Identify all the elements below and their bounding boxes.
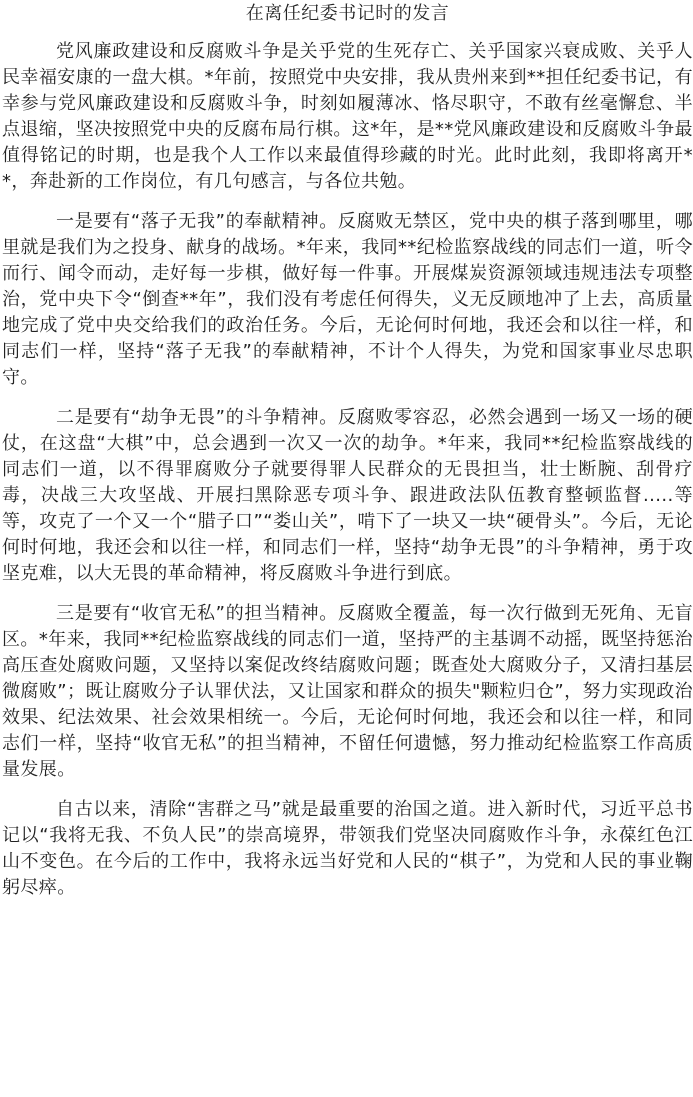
paragraph-struggle-spirit: 二是要有“劫争无畏”的斗争精神。反腐败零容忍，必然会遇到一场又一场的硬仗，在这盘“大棋”中，总会遇到一次又一次的劫争。*年来，我同**纪检监察战线的同志们一道，以不得罪腐败分子就要得罪人民群众的无畏担当，壮士断腕、刮骨疗毒，决战三大攻坚战、开展扫黑除恶专项斗争、跟进政法队伍教育整顿监督.....等等，攻克了一个又一个“腊子口”“娄山关”，啃下了一块又一块“硬骨头”。今后，无论何时何地，我还会和以往一样，和同志们一样，坚持“劫争无畏”的斗争精神，勇于攻坚克难，以大无畏的革命精神，将反腐败斗争进行到底。 [2, 407, 693, 584]
document-title: 在离任纪委书记时的发言 [245, 3, 450, 24]
paragraph-dedication-spirit: 一是要有“落子无我”的奉献精神。反腐败无禁区，党中央的棋子落到哪里，哪里就是我们为之投身、献身的战场。*年来，我同**纪检监察战线的同志们一道，听令而行、闻令而动，走好每一步棋，做好每一件事。开展煤炭资源领域违规违法专项整治，党中央下令“倒查**年”，我们没有考虑任何得失，义无反顾地冲了上去，高质量地完成了党中央交给我们的政治任务。今后，无论何时何地，我还会和以往一样，和同志们一样，坚持“落子无我”的奉献精神，不计个人得失，为党和国家事业尽忠职守。 [2, 211, 693, 388]
paragraph-conclusion: 自古以来，清除“害群之马”就是最重要的治国之道。进入新时代，习近平总书记以“我将无我、不负人民”的崇高境界，带领我们党坚决同腐败作斗争，永葆红色江山不变色。在今后的工作中，我将永远当好党和人民的“棋子”，为党和人民的事业鞠躬尽瘁。 [2, 799, 693, 898]
paragraph-responsibility-spirit: 三是要有“收官无私”的担当精神。反腐败全覆盖，每一次行做到无死角、无盲区。*年来，我同**纪检监察战线的同志们一道，坚持严的主基调不动摇，既坚持惩治高压查处腐败问题，又坚持以案促改终结腐败问题；既查处大腐败分子，又清扫基层微腐败”；既让腐败分子认罪伏法，又让国家和群众的损失"颗粒归仓”，努力实现政治效果、纪法效果、社会效果相统一。今后，无论何时何地，我还会和以往一样，和同志们一样，坚持“收官无私”的担当精神，不留任何遗憾，努力推动纪检监察工作高质量发展。 [2, 603, 693, 780]
paragraph-intro: 党风廉政建设和反腐败斗争是关乎党的生死存亡、关乎国家兴衰成败、关乎人民幸福安康的一盘大棋。*年前，按照党中央安排，我从贵州来到**担任纪委书记，有幸参与党风廉政建设和反腐败斗争，时刻如履薄冰、恪尽职守，不敢有丝毫懈怠、半点退缩，坚决按照党中央的反腐布局行棋。这*年，是**党风廉政建设和反腐败斗争最值得铭记的时期，也是我个人工作以来最值得珍藏的时光。此时此刻，我即将离开**，奔赴新的工作岗位，有几句感言，与各位共勉。 [2, 41, 693, 192]
